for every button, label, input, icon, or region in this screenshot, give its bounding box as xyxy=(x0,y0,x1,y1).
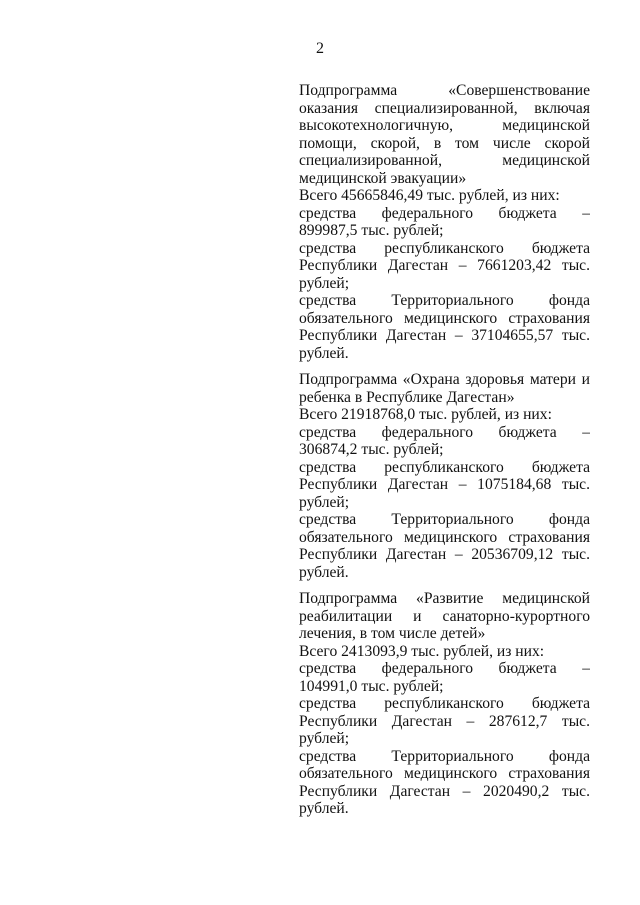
text-line: средства республиканского бюджета xyxy=(299,695,590,712)
text-line: средства федерального бюджета – xyxy=(299,423,590,441)
text-line: обязательного медицинского страхования xyxy=(299,765,590,782)
text-line: средства федерального бюджета – xyxy=(299,204,590,222)
text-line: средства республиканского бюджета xyxy=(299,239,590,257)
text-line: лечения, в том числе детей» xyxy=(299,625,486,642)
subprogram-section xyxy=(299,82,590,362)
paragraph xyxy=(299,371,590,406)
text-line: рублей. xyxy=(299,800,349,817)
text-line: Республики Дагестан – 7661203,42 тыс. xyxy=(299,257,590,274)
text-line: средства республиканского бюджета xyxy=(299,458,590,476)
paragraph xyxy=(299,748,590,818)
text-line: Подпрограмма «Охрана здоровья матери и xyxy=(299,371,590,388)
paragraph xyxy=(299,292,590,362)
text-line: обязательного медицинского страхования xyxy=(299,309,590,327)
text-line: рублей; xyxy=(299,493,350,511)
page-number: 2 xyxy=(316,40,324,57)
paragraph xyxy=(299,205,590,240)
text-line: средства Территориального фонда xyxy=(299,511,590,528)
subprogram-section xyxy=(299,371,590,581)
paragraph xyxy=(299,187,590,205)
text-line: рублей. xyxy=(299,563,349,581)
paragraph xyxy=(299,511,590,581)
text-line: 306874,2 тыс. рублей; xyxy=(299,441,444,458)
paragraph xyxy=(299,240,590,293)
text-line: помощи, скорой, в том числе скорой xyxy=(299,134,590,152)
paragraph xyxy=(299,82,590,187)
paragraph xyxy=(299,695,590,748)
text-line: Республики Дагестан – 1075184,68 тыс. xyxy=(299,476,590,493)
paragraph xyxy=(299,424,590,459)
text-line: рублей; xyxy=(299,730,350,747)
paragraph xyxy=(299,590,590,643)
text-line: Всего 45665846,49 тыс. рублей, из них: xyxy=(299,187,560,204)
text-line: оказания специализированной, включая xyxy=(299,99,590,117)
text-line: рублей; xyxy=(299,274,350,292)
paragraph xyxy=(299,660,590,695)
text-line: ребенка в Республике Дагестан» xyxy=(299,388,515,406)
text-line: Подпрограмма «Совершенствование xyxy=(299,82,590,99)
text-line: Подпрограмма «Развитие медицинской xyxy=(299,590,590,607)
text-line: средства федерального бюджета – xyxy=(299,660,590,677)
text-line: обязательного медицинского страхования xyxy=(299,528,590,546)
text-line: рублей. xyxy=(299,344,349,362)
text-line: средства Территориального фонда xyxy=(299,292,590,309)
text-line: Всего 2413093,9 тыс. рублей, из них: xyxy=(299,642,545,660)
paragraph xyxy=(299,459,590,512)
text-line: специализированной, медицинской xyxy=(299,152,590,169)
text-line: медицинской эвакуации» xyxy=(299,169,467,187)
text-line: 899987,5 тыс. рублей; xyxy=(299,222,444,239)
paragraph xyxy=(299,643,590,661)
text-line: Республики Дагестан – 20536709,12 тыс. xyxy=(299,546,590,563)
paragraph xyxy=(299,406,590,424)
subprogram-section xyxy=(299,590,590,818)
text-line: 104991,0 тыс. рублей; xyxy=(299,677,444,695)
document-body xyxy=(299,82,590,827)
text-line: высокотехнологичную, медицинской xyxy=(299,117,590,134)
text-line: средства Территориального фонда xyxy=(299,747,590,765)
text-line: Всего 21918768,0 тыс. рублей, из них: xyxy=(299,406,552,423)
text-line: Республики Дагестан – 37104655,57 тыс. xyxy=(299,327,590,344)
text-line: Республики Дагестан – 287612,7 тыс. xyxy=(299,712,590,730)
text-line: реабилитации и санаторно-курортного xyxy=(299,607,590,625)
text-line: Республики Дагестан – 2020490,2 тыс. xyxy=(299,782,590,800)
